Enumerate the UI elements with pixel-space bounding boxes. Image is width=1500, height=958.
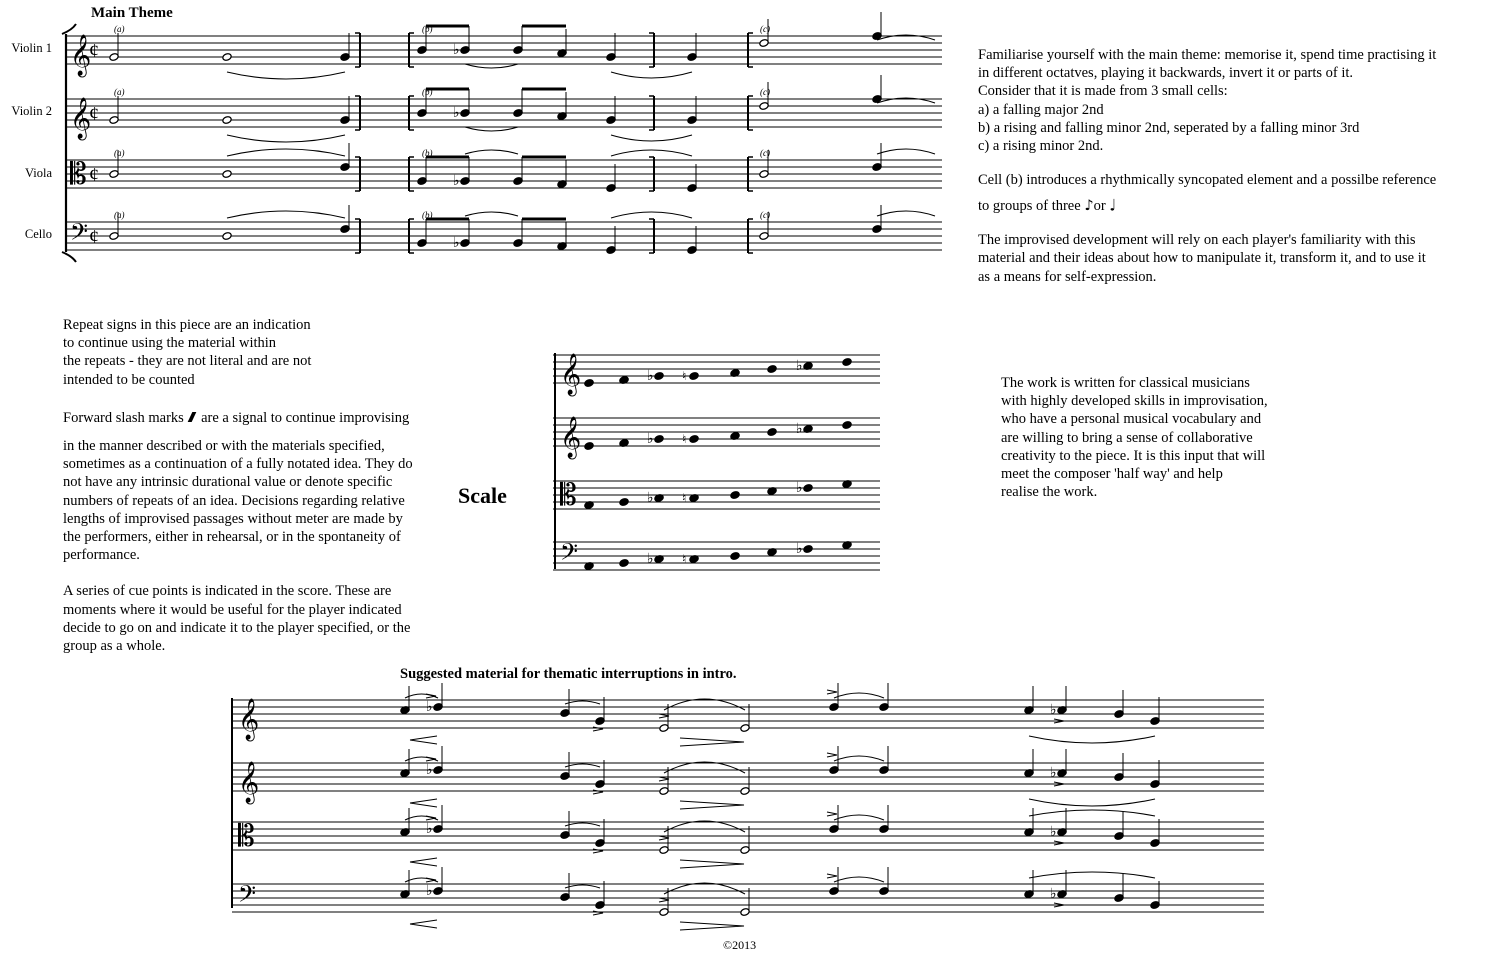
slash-note-intro: Forward slash marks [63, 409, 184, 426]
scale-note [654, 372, 664, 381]
accent-mark [827, 753, 837, 757]
quarter-note [1150, 760, 1160, 788]
quarter-note [595, 697, 605, 725]
cell-label: (c) [760, 87, 770, 97]
quarter-note [606, 96, 616, 124]
theme-description-line: c) a rising minor 2nd. [978, 138, 1104, 155]
slash-note-line: numbers of repeats of an idea. Decisions regarding relative [63, 492, 405, 509]
slash-note-intro-end: are a signal to continue improvising [201, 409, 410, 426]
scale-note [842, 358, 852, 367]
work-note-line: creativity to the piece. It is this input that will [1001, 447, 1266, 464]
quarter-note [606, 33, 616, 61]
copyright: ©2013 [723, 938, 757, 952]
cut-time-icon: ¢ [89, 164, 99, 186]
slash-note-line: not have any intrinsic durational value or denote specific [63, 474, 393, 491]
tie [465, 127, 518, 131]
eighth-note-icon: ♪ [1084, 198, 1094, 215]
slur [405, 757, 438, 761]
scale-note [619, 559, 629, 568]
accent-mark [827, 690, 837, 694]
main-theme-title: Main Theme [91, 5, 173, 21]
accent-mark [426, 878, 436, 882]
flat-icon: ♭ [1050, 887, 1057, 902]
scale-note [584, 379, 594, 388]
flat-icon: ♭ [796, 542, 803, 557]
system-bracket-hook [62, 252, 76, 262]
flat-icon: ♭ [647, 432, 654, 447]
slur [834, 693, 884, 698]
accent-mark [426, 757, 436, 761]
cell-b-text: to groups of three [978, 198, 1081, 215]
quarter-note [872, 205, 882, 233]
decrescendo-hairpin [680, 738, 744, 746]
theme-description-line: b) a rising and falling minor 2nd, seperated by a falling minor 3rd [978, 119, 1360, 136]
work-note-line: meet the composer 'half way' and help [1001, 466, 1223, 483]
quarter-note [433, 805, 443, 833]
tie [227, 149, 345, 156]
slur [405, 694, 438, 698]
eighth-note [1114, 812, 1124, 840]
cell-label: (b) [422, 24, 433, 34]
eighth-note [1114, 874, 1124, 902]
eighth-note [1114, 753, 1124, 781]
flat-icon: ♭ [453, 174, 460, 189]
slur [405, 878, 438, 882]
scale-note [689, 435, 699, 444]
work-note-line: who have a personal musical vocabulary and [1001, 411, 1262, 428]
cue-note-line: decide to go on and indicate it to the player specified, or the [63, 619, 411, 636]
slur [565, 885, 600, 888]
cell-b-description: Cell (b) introduces a rhythmically syncopated element and a possilbe reference [978, 172, 1437, 189]
suggested-material-title: Suggested material for thematic interruptions in intro. [400, 666, 737, 682]
repeat-note-line: the repeats - they are not literal and are not [63, 353, 312, 370]
natural-icon: ♮ [682, 432, 687, 446]
tie [877, 149, 935, 154]
slur [664, 699, 745, 710]
quarter-note [1150, 881, 1160, 909]
eighth-note [460, 219, 470, 247]
treble-clef-icon: 𝄞 [70, 98, 92, 138]
instrument-label-violin-1: Violin 1 [11, 41, 52, 55]
flat-icon: ♭ [647, 552, 654, 567]
eighth-note [460, 89, 470, 117]
flat-icon: ♭ [426, 822, 433, 837]
tie [227, 135, 345, 142]
flat-icon: ♭ [426, 700, 433, 715]
decrescendo-hairpin [680, 860, 744, 868]
eighth-note [513, 157, 523, 185]
cell-label: (c) [760, 148, 770, 158]
quarter-note [1150, 819, 1160, 847]
half-note [109, 33, 119, 61]
work-note-line: are willing to bring a sense of collaborative [1001, 429, 1253, 446]
eighth-note [513, 89, 523, 117]
quarter-note [340, 143, 350, 171]
cell-b-description-2 [978, 193, 1488, 219]
accent-mark [426, 816, 436, 820]
cue-note-line: moments where it would be useful for the player indicated [63, 601, 402, 618]
quarter-note [687, 164, 697, 192]
bass-clef-icon: 𝄢 [560, 540, 579, 571]
cell-label: (a) [114, 87, 125, 97]
scale-note [619, 498, 629, 507]
theme-description-line: in different octatves, playing it backwards, invert it or parts of it. [978, 65, 1354, 82]
cell-label: (c) [760, 210, 770, 220]
theme-description-line: Familiarise yourself with the main theme: memorise it, spend time practising it [978, 47, 1437, 63]
performance-notes [63, 316, 463, 667]
quarter-note [687, 96, 697, 124]
slur [1029, 799, 1155, 806]
whole-note [222, 116, 232, 125]
scale-note [803, 545, 813, 554]
whole-note [222, 170, 232, 179]
work-note-line: with highly developed skills in improvisation, [1001, 393, 1268, 410]
cell-label: (b) [422, 148, 433, 158]
tie [465, 150, 518, 154]
slur [664, 762, 745, 773]
eighth-note [460, 157, 470, 185]
flat-icon: ♭ [1050, 825, 1057, 840]
accent-mark [426, 694, 436, 698]
crescendo-hairpin [410, 920, 437, 928]
instrument-label-cello: Cello [24, 227, 52, 241]
scale-label: Scale [458, 483, 507, 508]
tie [611, 212, 692, 218]
flat-icon: ♭ [1050, 766, 1057, 781]
quarter-note-icon: ♩ [1109, 197, 1117, 216]
tie [877, 211, 935, 216]
quarter-note [606, 226, 616, 254]
slur [565, 701, 600, 704]
scale-note [730, 491, 740, 500]
quarter-note [340, 205, 350, 233]
slash-note-line: in the manner described or with the materials specified, [63, 438, 385, 455]
cell-label: (c) [760, 24, 770, 34]
cell-b-or: or [1093, 198, 1106, 215]
slur [405, 816, 438, 820]
repeat-note-line: intended to be counted [63, 371, 195, 388]
scale-note [584, 442, 594, 451]
slur [664, 883, 745, 894]
scale-note [803, 484, 813, 493]
eighth-note [460, 26, 470, 54]
cell-label: (a) [114, 210, 125, 220]
tie [611, 150, 692, 156]
quarter-note [1150, 697, 1160, 725]
flat-icon: ♭ [453, 236, 460, 251]
treble-clef-icon: 𝄞 [238, 762, 260, 802]
quarter-note [687, 33, 697, 61]
slash-mark-icon [188, 412, 197, 422]
work-note [1001, 374, 1301, 501]
cut-time-icon: ¢ [89, 226, 99, 248]
flat-icon: ♭ [796, 422, 803, 437]
slur [1029, 872, 1155, 878]
treble-clef-icon: 𝄞 [70, 35, 92, 75]
accent-mark [827, 812, 837, 816]
treble-clef-icon: 𝄞 [560, 354, 582, 394]
flat-icon: ♭ [796, 481, 803, 496]
alto-clef-icon: 𝄡 [560, 479, 577, 512]
work-note-line: The work is written for classical musicians [1001, 375, 1250, 391]
instrument-label-violin-2: Violin 2 [11, 104, 52, 118]
crescendo-hairpin [410, 799, 437, 807]
cell-label: (b) [422, 210, 433, 220]
quarter-note [872, 75, 882, 103]
bass-clef-icon: 𝄢 [238, 882, 257, 913]
theme-description-line: Consider that it is made from 3 small cells: [978, 83, 1228, 100]
bass-clef-icon: 𝄢 [70, 220, 89, 251]
tie [465, 64, 518, 68]
scale-note [767, 428, 777, 437]
work-note-line: realise the work. [1001, 484, 1098, 501]
flat-icon: ♭ [647, 369, 654, 384]
slur [834, 815, 884, 820]
system-bracket-hook [62, 24, 76, 34]
flat-icon: ♭ [1050, 703, 1057, 718]
slur [565, 823, 600, 826]
flat-icon: ♭ [453, 43, 460, 58]
quarter-note [340, 33, 350, 61]
alto-clef-icon: 𝄡 [238, 820, 255, 853]
natural-icon: ♮ [682, 552, 687, 566]
slur [834, 877, 884, 882]
slash-note-line: the performers, either in rehearsal, or in the spontaneity of [63, 529, 401, 546]
flat-icon: ♭ [647, 491, 654, 506]
quarter-note [595, 819, 605, 847]
tie [227, 72, 345, 79]
tie [611, 72, 692, 78]
quarter-note [872, 12, 882, 40]
slur [565, 764, 600, 767]
theme-description-line: a) a falling major 2nd [978, 101, 1104, 118]
scale-note [767, 365, 777, 374]
scale-note [730, 552, 740, 561]
eighth-note [513, 219, 523, 247]
flat-icon: ♭ [453, 106, 460, 121]
cue-note-line: group as a whole. [63, 638, 166, 655]
slash-note-line: performance. [63, 547, 140, 564]
eighth-note [417, 157, 427, 185]
slur [834, 756, 884, 761]
quarter-note [433, 746, 443, 774]
alto-clef-icon: 𝄡 [70, 158, 87, 191]
eighth-note [417, 219, 427, 247]
cut-time-icon: ¢ [89, 103, 99, 125]
eighth-note [1114, 690, 1124, 718]
quarter-note [606, 164, 616, 192]
repeat-note-line: to continue using the material within [63, 335, 277, 352]
instrument-label-viola: Viola [24, 166, 52, 180]
tie [227, 211, 345, 218]
natural-icon: ♮ [682, 491, 687, 505]
quarter-note [595, 760, 605, 788]
quarter-note [687, 226, 697, 254]
slash-note-line: lengths of improvised passages without meter are made by [63, 510, 403, 527]
accent-mark [827, 874, 837, 878]
cue-note-line: A series of cue points is indicated in the score. These are [63, 583, 392, 600]
cell-label: (a) [114, 24, 125, 34]
natural-icon: ♮ [682, 369, 687, 383]
scale-note [842, 421, 852, 430]
quarter-note [872, 143, 882, 171]
tie [465, 212, 518, 216]
quarter-note [433, 683, 443, 711]
eighth-note [513, 26, 523, 54]
development-line: material and their ideas about how to manipulate it, transform it, and to use it [978, 250, 1426, 267]
cell-label: (a) [114, 148, 125, 158]
flat-icon: ♭ [426, 884, 433, 899]
crescendo-hairpin [410, 736, 437, 744]
development-line: as a means for self-expression. [978, 268, 1157, 285]
quarter-note [433, 867, 443, 895]
quarter-note [595, 881, 605, 909]
treble-clef-icon: 𝄞 [560, 417, 582, 457]
flat-icon: ♭ [796, 359, 803, 374]
treble-clef-icon: 𝄞 [238, 699, 260, 739]
development-line: The improvised development will rely on each player's familiarity with this [978, 232, 1416, 249]
quarter-note [340, 96, 350, 124]
slur [664, 821, 745, 832]
whole-note [222, 53, 232, 62]
crescendo-hairpin [410, 858, 437, 866]
slur [1029, 736, 1155, 743]
cell-label: (b) [422, 87, 433, 97]
tie [611, 135, 692, 141]
slur [1029, 810, 1155, 816]
decrescendo-hairpin [680, 922, 744, 930]
slash-note-line: sometimes as a continuation of a fully notated idea. They do [63, 456, 413, 473]
cut-time-icon: ¢ [89, 40, 99, 62]
theme-description [978, 46, 1488, 298]
decrescendo-hairpin [680, 801, 744, 809]
scale-note [689, 372, 699, 381]
whole-note [222, 232, 232, 241]
scale-note [654, 435, 664, 444]
flat-icon: ♭ [426, 763, 433, 778]
repeat-note-line: Repeat signs in this piece are an indication [63, 317, 311, 333]
half-note [109, 96, 119, 124]
